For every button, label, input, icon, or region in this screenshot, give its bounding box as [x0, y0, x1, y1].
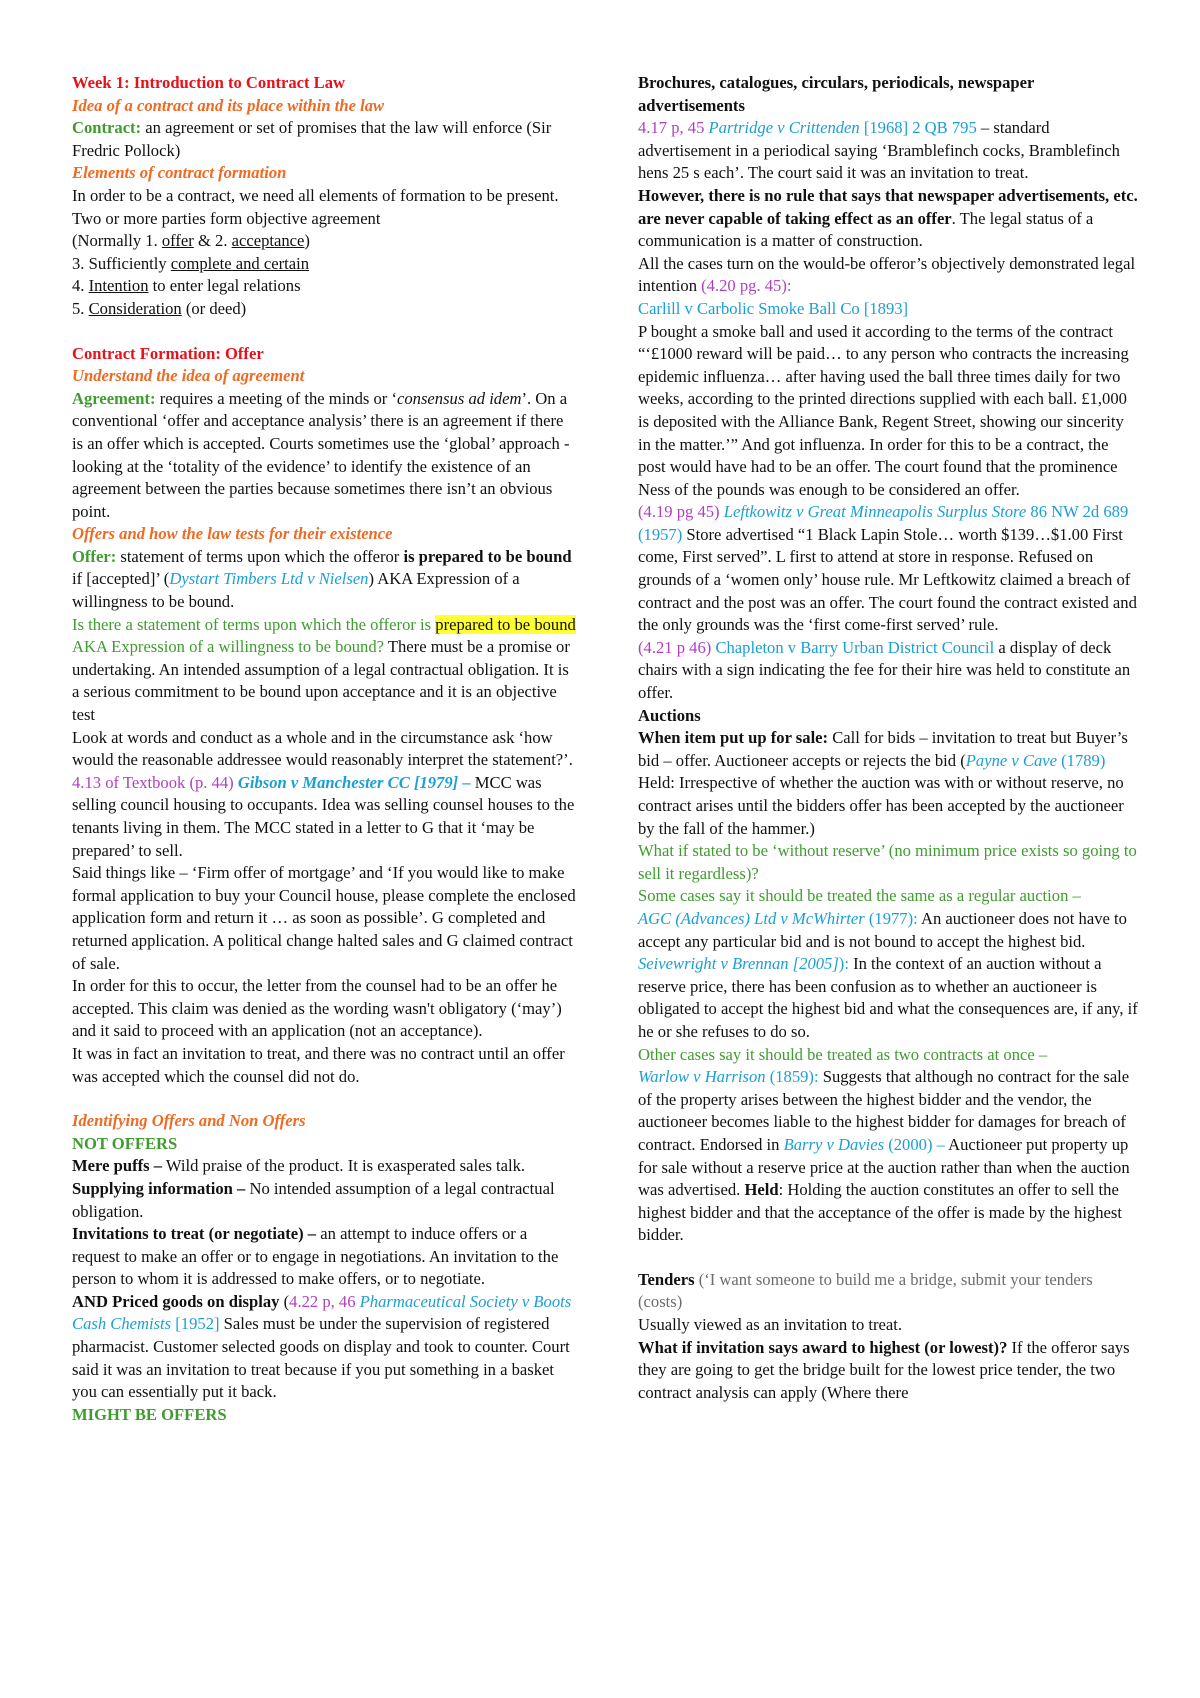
contract-definition: Contract: an agreement or set of promises that the law will enforce (Sir Fredric Pollock): [72, 118, 552, 160]
however-paragraph: However, there is no rule that says that newspaper advertisements, etc. are never capable of taking effect as an offer. The legal status of a communication is a matter of construction.: [638, 185, 1138, 251]
left-column: [72, 72, 578, 1426]
in-order: In order for this to occur, the letter from the counsel had to be an offer he accepted. This claim was denied as the wording wasn't obligatory (‘may’) and it said to proceed with an application (not an acceptance).: [72, 976, 562, 1041]
right-column: [638, 72, 1138, 1404]
element-5: 5. Consideration (or deed): [72, 298, 247, 318]
it-was: It was in fact an invitation to treat, and there was no contract until an offer was accepted which the counsel did not do.: [72, 1043, 565, 1086]
carlill-text: P bought a smoke ball and used it according to the terms of the contract “‘£1000 reward will be paid… to any person who contracts the increasing epidemic influenza… after having used the ball three times daily for two weeks, according to the printed directions supplied with each ball. £1,000 is deposited with the Alliance Bank, Regent Street, showing our sincerity in the matter.’” And got influenza. In order for this to be a contract, the post would have had to be an offer. The court found that the prominence Ness of the pounds was enough to be considered an offer.: [638, 321, 1129, 499]
said-things: Said things like – ‘Firm offer of mortgage’ and ‘If you would like to make formal application to buy your Council house, please complete the enclosed application form and return it … as soon as possible’. G completed and returned application. A political change halted sales and G claimed contract of sale.: [72, 863, 576, 973]
element-1-2: (Normally 1. offer & 2. acceptance): [72, 231, 310, 251]
leftkowitz-paragraph: (4.19 pg 45) Leftkowitz v Great Minneapolis Surplus Store 86 NW 2d 689 (1957) Store advertised “1 Black Lapin Stole… worth $139…$1.00 First come, First served”. L first to attend at store in response. Refused on grounds of a ‘women only’ house rule. Mr Leftkowitz claimed a breach of contract and the post was an offer. The court found the contract existed and the only grounds was the ‘first come-first served’ rule.: [638, 502, 1137, 635]
agc-paragraph: AGC (Advances) Ltd v McWhirter (1977): An auctioneer does not have to accept any particular bid and is not bound to accept the highest bid.: [638, 908, 1127, 951]
offer-question: Is there a statement of terms upon which the offeror is prepared to be bound AKA Expression of a willingness to be bound? There must be a promise or undertaking. An intended assumption of a legal contractual obligation. It is a serious commitment to be bound upon acceptance and it is an objective test: [72, 614, 576, 725]
all-cases: All the cases turn on the would-be offeror’s objectively demonstrated legal intention (4.20 pg. 45):: [638, 253, 1136, 296]
auctions-heading: Auctions: [638, 705, 701, 725]
chapleton-paragraph: (4.21 p 46) Chapleton v Barry Urban District Council a display of deck chairs with a sign indicating the fee for their hire was held to constitute an offer.: [638, 637, 1131, 703]
week-title: Week 1: Introduction to Contract Law: [72, 73, 346, 92]
two-parties: Two or more parties form objective agreement: [72, 208, 381, 228]
offers-heading: Offers and how the law tests for their existence: [72, 524, 393, 544]
priced-goods: AND Priced goods on display (4.22 p, 46 Pharmaceutical Society v Boots Cash Chemists [1952] Sales must be under the supervision of registered pharmacist. Customer selected goods on display and took to counter. Court said it was an invitation to treat because if you put something in a basket you can essentially put it back.: [72, 1291, 572, 1402]
element-3: 3. Sufficiently complete and certain: [72, 253, 310, 273]
what-if-award: What if invitation says award to highest (or lowest)? If the offeror says they are going to get the bridge built for the lowest price tender, the two contract analysis can apply (Where there: [638, 1337, 1130, 1402]
look-words: Look at words and conduct as a whole and in the circumstance ask ‘how would the reasonable addressee would reasonably interpret the statement?’.: [72, 727, 573, 770]
elements-heading: Elements of contract formation: [72, 163, 287, 183]
gibson-paragraph: 4.13 of Textbook (p. 44) Gibson v Manchester CC [1979] – MCC was selling council housing to occupants. Idea was selling counsel houses to the tenants living in them. The MCC stated in a letter to G that it ‘may be prepared’ to sell.: [72, 772, 575, 860]
understand-heading: Understand the idea of agreement: [72, 366, 305, 386]
supplying-information: Supplying information – No intended assumption of a legal contractual obligation.: [72, 1178, 555, 1221]
what-if-reserve: What if stated to be ‘without reserve’ (no minimum price exists so going to sell it regardless)?: [638, 841, 1137, 883]
brochures-heading: Brochures, catalogues, circulars, periodicals, newspaper advertisements: [638, 73, 1035, 115]
not-offers-heading: NOT OFFERS: [72, 1133, 178, 1153]
identifying-heading: Identifying Offers and Non Offers: [72, 1111, 306, 1131]
offer-paragraph: Offer: statement of terms upon which the offeror is prepared to be bound if [accepted]’ (Dystart Timbers Ltd v Nielsen) AKA Expression of a willingness to be bound.: [72, 546, 572, 612]
agreement-paragraph: Agreement: requires a meeting of the minds or ‘consensus ad idem’. On a conventional ‘offer and acceptance analysis’ there is an agreement if there is an offer which is accepted. Courts sometimes use the ‘global’ approach - looking at the ‘totality of the evidence’ to identify the existence of an agreement between the parties because sometimes there isn’t an obvious point.: [72, 388, 570, 521]
usually-itt: Usually viewed as an invitation to treat.: [638, 1315, 903, 1335]
other-cases: Other cases say it should be treated as two contracts at once –: [638, 1044, 1048, 1064]
elements-intro: In order to be a contract, we need all elements of formation to be present.: [72, 185, 559, 205]
might-be-offers-heading: MIGHT BE OFFERS: [72, 1404, 227, 1424]
partridge-paragraph: 4.17 p, 45 Partridge v Crittenden [1968] 2 QB 795 – standard advertisement in a periodical saying ‘Bramblefinch cocks, Bramblefinch hens 25 s each’. The court said it was an invitation to treat.: [638, 118, 1120, 183]
some-cases: Some cases say it should be treated the same as a regular auction –: [638, 886, 1081, 906]
idea-heading: Idea of a contract and its place within the law: [72, 95, 385, 115]
warlow-paragraph: Warlow v Harrison (1859): Suggests that although no contract for the sale of the property arises between the highest bidder and the vendor, the auctioneer becomes liable to the highest bidder for damages for breach of contract. Endorsed in Barry v Davies (2000) – Auctioneer put property up for sale without a reserve price at the auction rather than when the auction was advertised. Held: Holding the auction constitutes an offer to sell the highest bidder and that the acceptance of the offer is made by the highest bidder.: [638, 1067, 1130, 1245]
mere-puffs: Mere puffs – Wild praise of the product. It is exasperated sales talk.: [72, 1156, 526, 1176]
when-item: When item put up for sale: Call for bids – invitation to treat but Buyer’s bid – offer. Auctioneer accepts or rejects the bid (Payne v Cave (1789) Held: Irrespective of whether the auction was with or without reserve, no contract arises until the bidders offer has been accepted by the auctioneer by the fall of the hammer.): [638, 728, 1128, 838]
seivewright-paragraph: Seivewright v Brennan [2005]): In the context of an auction without a reserve price, there has been confusion as to whether an auctioneer is obligated to accept the highest bid and what the consequences are, if any, if he or she refuses to do so.: [638, 954, 1138, 1041]
carlill-case: Carlill v Carbolic Smoke Ball Co [1893]: [638, 298, 909, 318]
tenders-paragraph: Tenders (‘I want someone to build me a bridge, submit your tenders (costs): [638, 1269, 1093, 1312]
formation-title: Contract Formation: Offer: [72, 343, 264, 363]
invitations-to-treat: Invitations to treat (or negotiate) – an attempt to induce offers or a request to make an offer or to engage in negotiations. An invitation to the person to whom it is addressed to make offers, or to negotiate.: [72, 1224, 559, 1289]
element-4: 4. Intention to enter legal relations: [72, 276, 301, 296]
